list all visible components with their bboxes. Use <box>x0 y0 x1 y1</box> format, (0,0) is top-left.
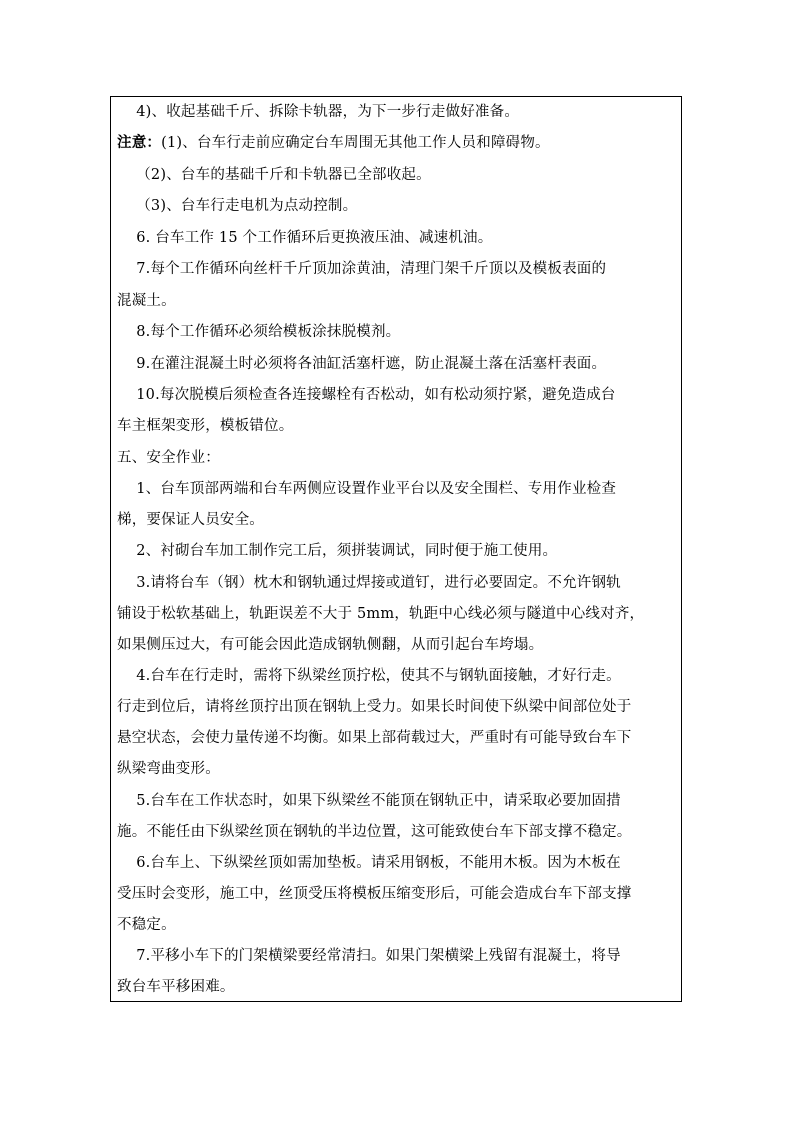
text-line: 3.请将台车（钢）枕木和钢轨通过焊接或道钉，进行必要固定。不允许钢轨 <box>117 575 621 591</box>
text-line: 4.台车在行走时，需将下纵梁丝顶拧松，使其不与钢轨面接触，才好行走。 <box>117 668 621 684</box>
note-line <box>117 133 550 153</box>
section-heading: 五、安全作业： <box>117 450 220 466</box>
text-line: 行走到位后，请将丝顶拧出顶在钢轨上受力。如果长时间使下纵梁中间部位处于 <box>117 699 632 715</box>
text-line: 如果侧压过大，有可能会因此造成钢轨侧翻，从而引起台车垮塌。 <box>117 637 544 653</box>
text-line: 5.台车在工作状态时，如果下纵梁丝不能顶在钢轨正中，请采取必要加固措 <box>117 793 621 809</box>
text-line: 不稳定。 <box>117 917 176 933</box>
text-line: 铺设于松软基础上，轨距误差不大于 5mm，轨距中心线必须与隧道中心线对齐， <box>117 606 645 622</box>
text-line: （3)、台车行走电机为点动控制。 <box>117 198 358 214</box>
text-line: 6.台车上、下纵梁丝顶如需加垫板。请采用钢板，不能用木板。因为木板在 <box>117 855 621 871</box>
text-line: （2)、台车的基础千斤和卡轨器已全部收起。 <box>117 167 431 183</box>
text-line: 1、台车顶部两端和台车两侧应设置作业平台以及安全围栏、专用作业检查 <box>117 481 617 497</box>
note-text: (1)、台车行走前应确定台车周围无其他工作人员和障碍物。 <box>161 135 550 151</box>
text-line: 受压时会变形，施工中，丝顶受压将模板压缩变形后，可能会造成台车下部支撑 <box>117 886 632 902</box>
text-line: 梯，要保证人员安全。 <box>117 512 264 528</box>
text-line: 2、衬砌台车加工制作完工后，须拼装调试，同时便于施工使用。 <box>117 543 558 559</box>
text-line: 混凝土。 <box>117 293 176 309</box>
text-line: 悬空状态，会使力量传递不均衡。如果上部荷载过大，严重时有可能导致台车下 <box>117 730 632 746</box>
text-line: 6. 台车工作 15 个工作循环后更换液压油、减速机油。 <box>117 230 493 246</box>
text-line: 10.每次脱模后须检查各连接螺栓有否松动，如有松动须拧紧，避免造成台 <box>117 387 616 403</box>
text-line: 7.平移小车下的门架横梁要经常清扫。如果门架横梁上残留有混凝土，将导 <box>117 948 621 964</box>
text-line: 9.在灌注混凝土时必须将各油缸活塞杆遮，防止混凝土落在活塞杆表面。 <box>117 356 607 372</box>
text-line: 8.每个工作循环必须给模板涂抹脱模剂。 <box>117 324 401 340</box>
text-line: 7.每个工作循环向丝杆千斤顶加涂黄油，清理门架千斤顶以及模板表面的 <box>117 261 607 277</box>
text-line: 致台车平移困难。 <box>117 979 235 995</box>
text-line: 施。不能任由下纵梁丝顶在钢轨的半边位置，这可能致使台车下部支撑不稳定。 <box>117 824 632 840</box>
text-line: 纵梁弯曲变形。 <box>117 761 220 777</box>
text-line: 4)、收起基础千斤、拆除卡轨器，为下一步行走做好准备。 <box>117 104 520 120</box>
text-line: 车主框架变形，模板错位。 <box>117 418 294 434</box>
note-label: 注意： <box>117 134 162 151</box>
